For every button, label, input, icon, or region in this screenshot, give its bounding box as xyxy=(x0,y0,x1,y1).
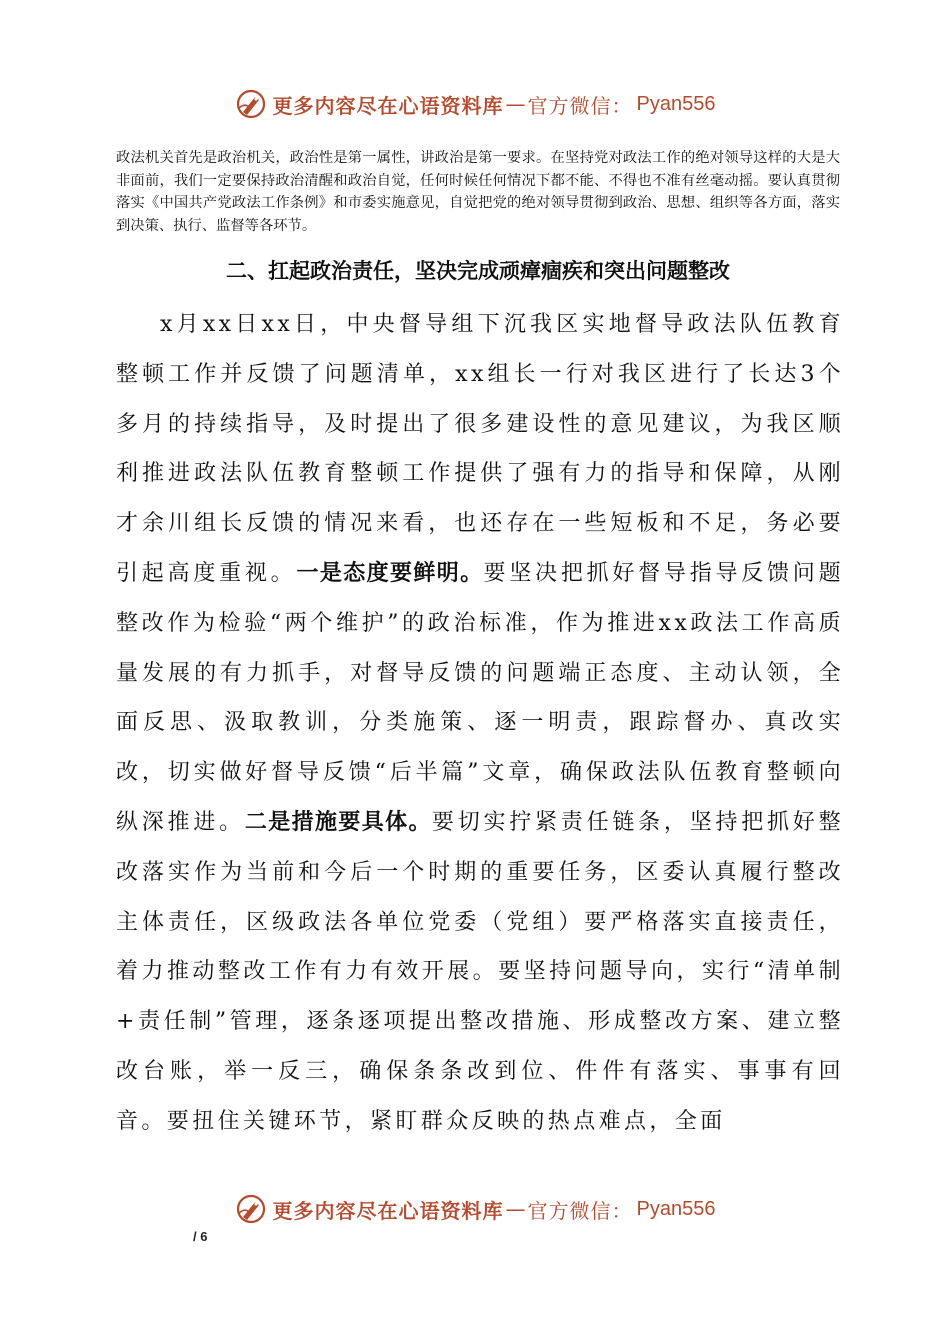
watermark-wechat-id: Pyan556 xyxy=(636,1197,716,1220)
watermark-separator: — xyxy=(505,1197,526,1221)
watermark-banner-top xyxy=(0,82,950,126)
body-segment-3: 要切实拧紧责任链条，坚持把抓好整改落实作为当前和今后一个时期的重要任务，区委认真履行整改主体责任，区级政法各单位党委（党组）要严格落实直接责任，着力推动整改工作有力有效开展。要坚持问题导向，实行“清单制+责任制”管理，逐条逐项提出整改措施、形成整改方案、建立整改台账，举一反三，确保条条改到位、件件有落实、事事有回音。要扭住关键环节，紧盯群众反映的热点难点，全面 xyxy=(116,809,844,1134)
intro-paragraph: 政法机关首先是政治机关，政治性是第一属性，讲政治是第一要求。在坚持党对政法工作的绝对领导这样的大是大非面前，我们一定要保持政治清醒和政治自觉，任何时候任何情况下都不能、不得也不准有丝毫动摇。要认真贯彻落实《中国共产党政法工作条例》和市委实施意见，自觉把党的绝对领导贯彻到政治、思想、组织等各方面，落实到决策、执行、监督等各环节。 xyxy=(116,150,840,234)
point-one-title: 一是态度要鲜明。 xyxy=(296,560,484,586)
watermark-wechat-label: 官方微信： xyxy=(527,1198,633,1223)
body-paragraph xyxy=(116,300,844,1147)
watermark-wechat-label: 官方微信： xyxy=(527,93,633,118)
body-segment-2: 要坚决把抓好督导指导反馈问题整改作为检验“两个维护”的政治标准，作为推进xx政法工作高质量发展的有力抓手，对督导反馈的问题端正态度、主动认领，全面反思、汲取教训，分类施策、逐一明责，跟踪督办、真改实改，切实做好督导反馈“后半篇”文章，确保政法队伍教育整顿向纵深推进。 xyxy=(116,560,844,835)
watermark-brand: 更多内容尽在心语资料库 xyxy=(272,1198,504,1223)
point-two-title: 二是措施要具体。 xyxy=(244,809,432,835)
pen-nib-logo-icon xyxy=(235,88,267,120)
section-heading: 二、扛起政治责任，坚决完成顽瘴痼疾和突出问题整改 xyxy=(226,259,730,283)
pen-nib-logo-icon xyxy=(235,1193,267,1225)
watermark-separator: — xyxy=(505,92,526,116)
watermark-brand: 更多内容尽在心语资料库 xyxy=(272,93,504,118)
watermark-banner-bottom xyxy=(0,1187,950,1231)
page-number: / 6 xyxy=(193,1229,208,1244)
watermark-wechat-id: Pyan556 xyxy=(636,92,716,115)
body-segment-1: x月xx日xx日，中央督导组下沉我区实地督导政法队伍教育整顿工作并反馈了问题清单，xx组长一行对我区进行了长达3个多月的持续指导，及时提出了很多建设性的意见建议，为我区顺利推进政法队伍教育整顿工作提供了强有力的指导和保障，从刚才余川组长反馈的情况来看，也还存在一些短板和不足，务必要引起高度重视。 xyxy=(116,312,844,586)
